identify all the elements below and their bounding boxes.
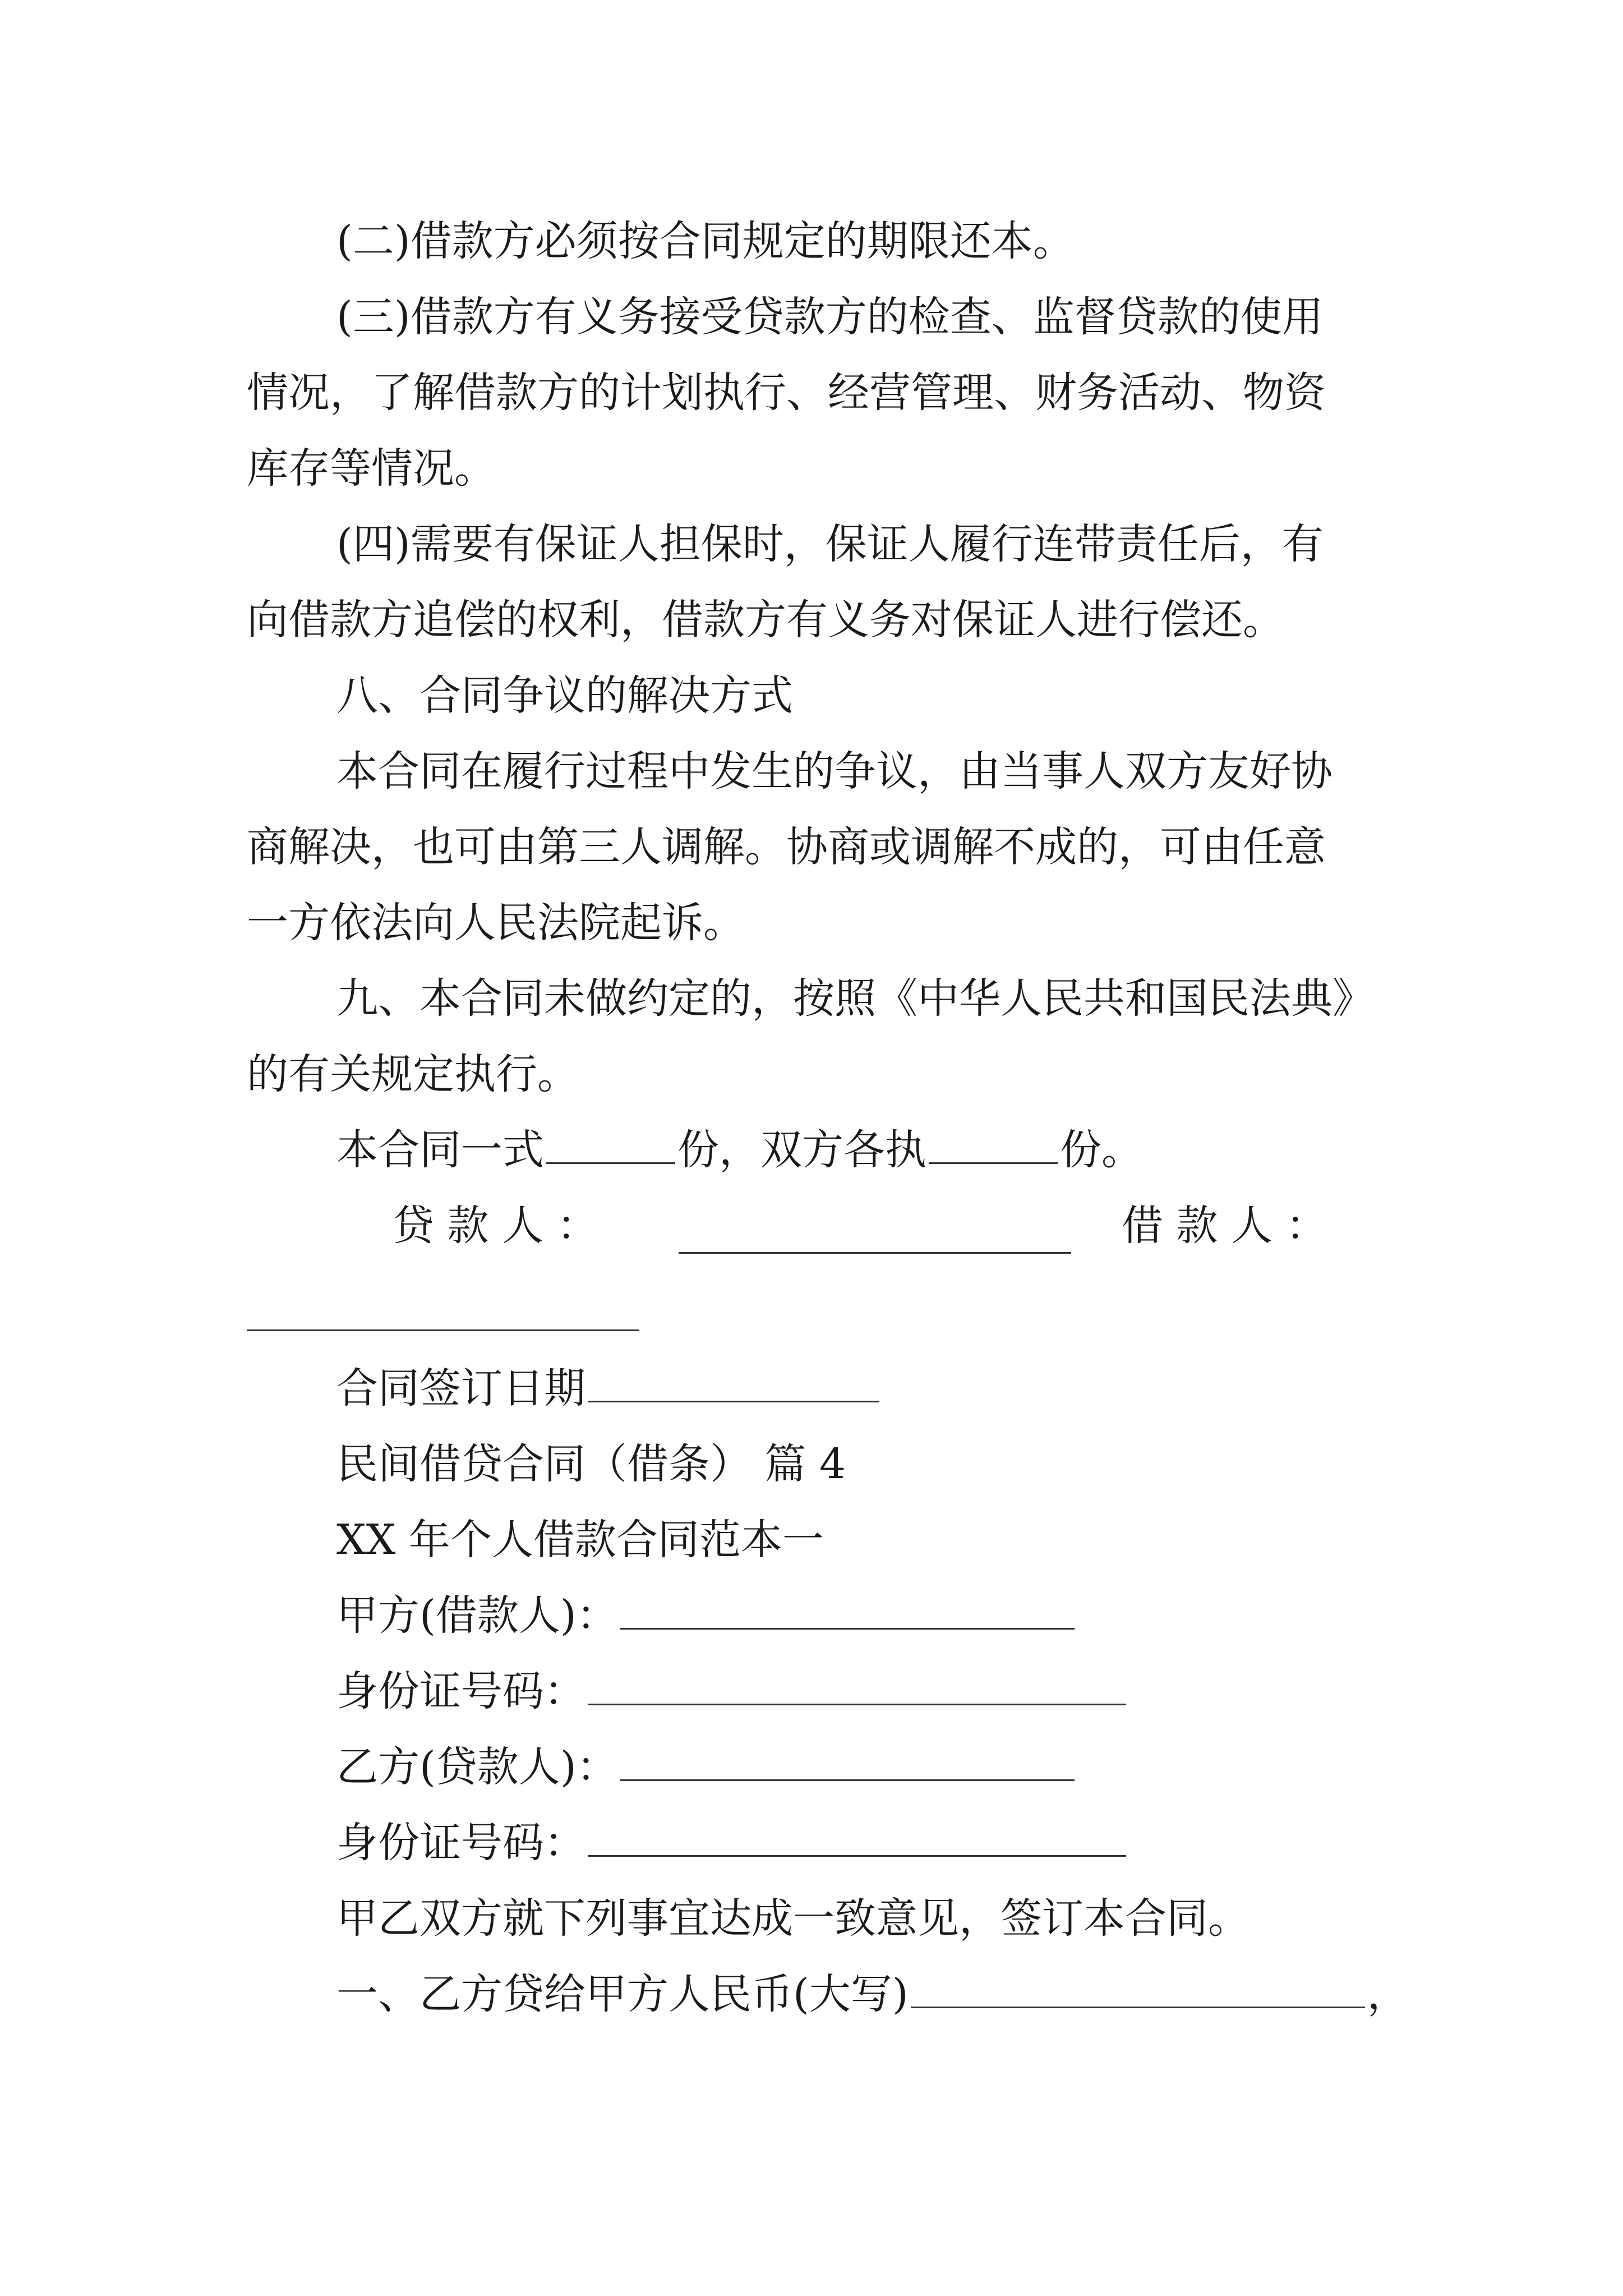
paragraph-line: 库存等情况。	[247, 444, 496, 493]
paragraph-line: 本合同在履行过程中发生的争议，由当事人双方友好协	[336, 747, 1332, 795]
copies-end: 份。	[1060, 1126, 1143, 1174]
party-a-blank	[620, 1589, 1075, 1630]
lender-signature-label: 贷 款 人 ：	[393, 1202, 598, 1250]
paragraph-line: 情况，了解借款方的计划执行、经营管理、财务活动、物资	[247, 369, 1326, 417]
id-a-label: 身份证号码：	[336, 1667, 585, 1715]
id-b-line	[336, 1815, 1128, 1871]
paragraph-line: 九、本合同未做约定的，按照《中华人民共和国民法典》	[336, 974, 1374, 1023]
sign-date-blank	[588, 1361, 879, 1402]
copies-each-blank	[929, 1123, 1058, 1164]
party-a-label: 甲方(借款人)：	[336, 1591, 618, 1640]
id-b-blank	[588, 1816, 1126, 1857]
clause-one-line	[336, 1966, 1409, 2022]
copies-line	[336, 1122, 1143, 1178]
paragraph-line: 的有关规定执行。	[247, 1050, 579, 1098]
agreement-line: 甲乙双方就下列事宜达成一致意见，签订本合同。	[336, 1894, 1249, 1943]
party-b-label: 乙方(贷款人)：	[336, 1743, 618, 1791]
paragraph-line: 商解决，也可由第三人调解。协商或调解不成的，可由任意	[247, 823, 1326, 871]
paragraph-line: (三)借款方有义务接受贷款方的检查、监督贷款的使用	[336, 293, 1324, 341]
borrower-signature-blank	[247, 1329, 639, 1331]
paragraph-line: 向借款方追偿的权利，借款方有义务对保证人进行偿还。	[247, 596, 1284, 644]
subtitle: XX 年个人借款合同范本一	[336, 1516, 824, 1564]
id-a-line	[336, 1663, 1128, 1719]
paragraph-line: (二)借款方必须按合同规定的期限还本。	[336, 217, 1075, 265]
lender-signature-blank	[679, 1252, 1071, 1254]
clause-one-comma: ，	[1367, 1970, 1409, 2018]
borrower-signature-label: 借 款 人 ：	[1122, 1202, 1327, 1250]
id-b-label: 身份证号码：	[336, 1819, 585, 1867]
section-heading: 八、合同争议的解决方式	[336, 671, 793, 720]
copies-total-blank	[546, 1123, 675, 1164]
sign-date-label: 合同签订日期	[336, 1364, 585, 1412]
party-b-line	[336, 1739, 1077, 1795]
paragraph-line: (四)需要有保证人担保时，保证人履行连带责任后，有	[336, 520, 1324, 568]
id-a-blank	[588, 1664, 1126, 1705]
party-b-blank	[620, 1740, 1075, 1781]
section-title: 民间借贷合同（借条） 篇 4	[336, 1440, 846, 1488]
party-a-line	[336, 1588, 1077, 1644]
amount-blank	[911, 1967, 1365, 2008]
copies-label: 本合同一式	[336, 1126, 544, 1174]
paragraph-line: 一方依法向人民法院起诉。	[247, 899, 745, 947]
sign-date-line	[336, 1360, 882, 1416]
clause-one-label: 一、乙方贷给甲方人民币(大写)	[336, 1970, 909, 2018]
copies-each-label: 份，双方各执	[677, 1126, 926, 1174]
